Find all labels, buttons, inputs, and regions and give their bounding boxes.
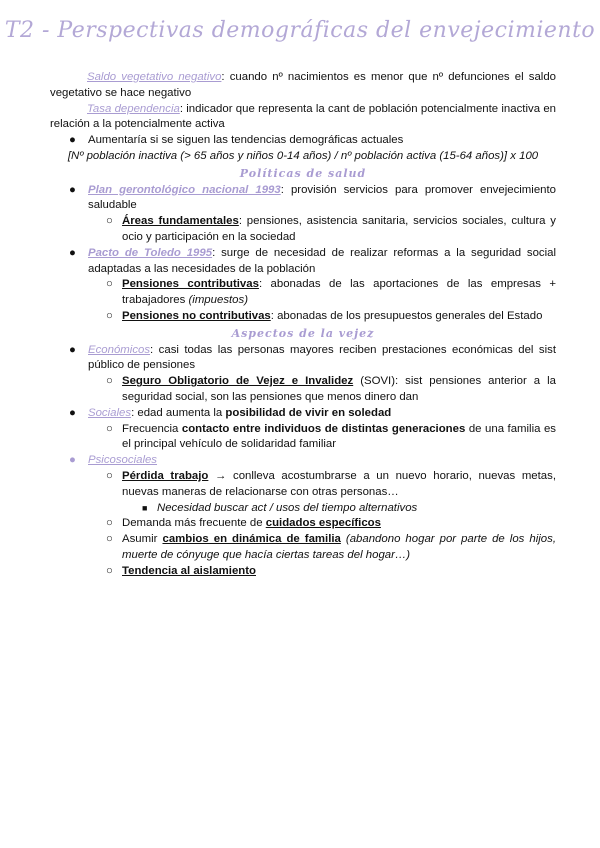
perdida-text: → conlleva acostumbrarse a un nuevo horario, nuevas metas, nuevas maneras de relacionarse con otras personas… [122,469,556,498]
bullet-icon: ● [69,134,76,147]
sociales-term: Sociales [88,406,132,419]
circle-bullet-icon: ○ [106,215,113,228]
circle-bullet-icon: ○ [106,517,113,530]
bullet-icon: ● [69,343,76,356]
circle-bullet-icon: ○ [106,309,113,322]
asumir-pre: Asumir [122,533,163,546]
page-title: T2 - Perspectivas demográficas del envejecimiento [4,18,596,43]
circle-bullet-icon: ○ [106,278,113,291]
asumir-italic: (abandono hogar por parte de los hijos, muerte de cónyuge que hacía ciertas tareas del hogar…) [122,533,556,561]
asumir-term: cambios en dinámica de familia [162,533,341,546]
nocontrib-term: Pensiones no contributivas [122,309,271,322]
list-item [50,469,556,501]
saldo-term: Saldo vegetativo negativo [87,71,222,83]
list-item [50,183,556,215]
bullet-icon: ● [69,183,76,196]
list-item [50,453,556,469]
necesidad-text: Necesidad buscar act / usos del tiempo alternativos [157,501,418,514]
saldo-paragraph [50,70,556,102]
list-item [50,516,556,532]
circle-bullet-icon: ○ [106,469,113,482]
contrib-italic: (impuestos) [188,294,249,307]
pacto-text: : surge de necesidad de realizar reformas a la seguridad social adaptadas a las necesidades de la población [88,246,556,275]
bullet-icon: ● [69,246,76,259]
aspectos-list [50,343,556,580]
circle-bullet-icon: ○ [106,533,113,546]
circle-bullet-icon: ○ [106,422,113,435]
frecuencia-bold: contacto entre individuos de distintas generaciones [181,422,466,435]
psicosociales-term: Psicosociales [88,454,158,467]
list-item [50,343,556,375]
sovi-text: (SOVI): sist pensiones anterior a la seguridad social, son las pensiones que menos dinero dan [122,375,556,403]
politicas-list [50,183,556,325]
pacto-term: Pacto de Toledo 1995 [88,246,213,259]
areas-text: : pensiones, asistencia sanitaria, servicios sociales, cultura y ocio y participación en la sociedad [122,215,556,243]
list-item [50,246,556,278]
heading-aspectos: Aspectos de la vejez [231,326,375,340]
sovi-term: Seguro Obligatorio de Vejez e Invalidez [122,375,354,388]
tasa-list [50,133,556,149]
list-item [50,309,556,325]
tendencia-term: Tendencia al aislamiento [122,564,256,577]
list-item [50,422,556,454]
bullet-icon: ● [69,406,76,419]
list-item [50,564,556,580]
areas-term: Áreas fundamentales [122,215,239,228]
sociales-bold: posibilidad de vivir en soledad [225,406,392,419]
bullet-icon: ● [69,454,76,467]
formula: [Nº población inactiva (> 65 años y niños 0-14 años) / nº población activa (15-64 años)] x 100 [67,149,539,162]
saldo-text: : cuando nº nacimientos es menor que nº defunciones el saldo vegetativo se hace negativo [50,71,557,99]
list-item [50,406,556,422]
list-item [50,214,556,246]
economicos-term: Económicos [88,343,151,356]
sociales-text: : edad aumenta la [131,406,226,419]
list-item [50,532,556,564]
list-item [50,277,556,309]
contrib-term: Pensiones contributivas [122,278,259,291]
contrib-text: : abonadas de las aportaciones de las empresas + trabajadores [122,278,556,307]
frecuencia-pre: Frecuencia [122,422,182,435]
heading-politicas: Políticas de salud [239,166,367,180]
tasa-term: Tasa dependencia [87,102,180,115]
list-item [50,374,556,406]
square-bullet-icon: ■ [142,502,148,513]
perdida-term: Pérdida trabajo [122,469,209,482]
tasa-paragraph [50,102,556,134]
economicos-text: : casi todas las personas mayores reciben prestaciones económicas del sist público de pensiones [88,343,556,372]
frecuencia-post: de una familia es el principal vehículo de solidaridad familiar [122,422,557,451]
plan-text: : provisión servicios para promover envejecimiento saludable [88,183,556,212]
nocontrib-text: : abonadas de los presupuestos generales del Estado [270,309,543,322]
circle-bullet-icon: ○ [106,375,113,388]
tasa-text: : indicador que representa la cant de población potencialmente inactiva en relación a la potencialmente activa [50,102,556,131]
circle-bullet-icon: ○ [106,564,113,577]
tasa-bullet-text: Aumentaría si se siguen las tendencias demográficas actuales [88,134,404,147]
list-item [50,501,556,517]
document-body [50,70,556,580]
demanda-term: cuidados específicos [265,517,381,530]
plan-term: Plan gerontológico nacional 1993 [88,183,281,196]
list-item [50,133,556,149]
demanda-pre: Demanda más frecuente de [122,517,266,530]
